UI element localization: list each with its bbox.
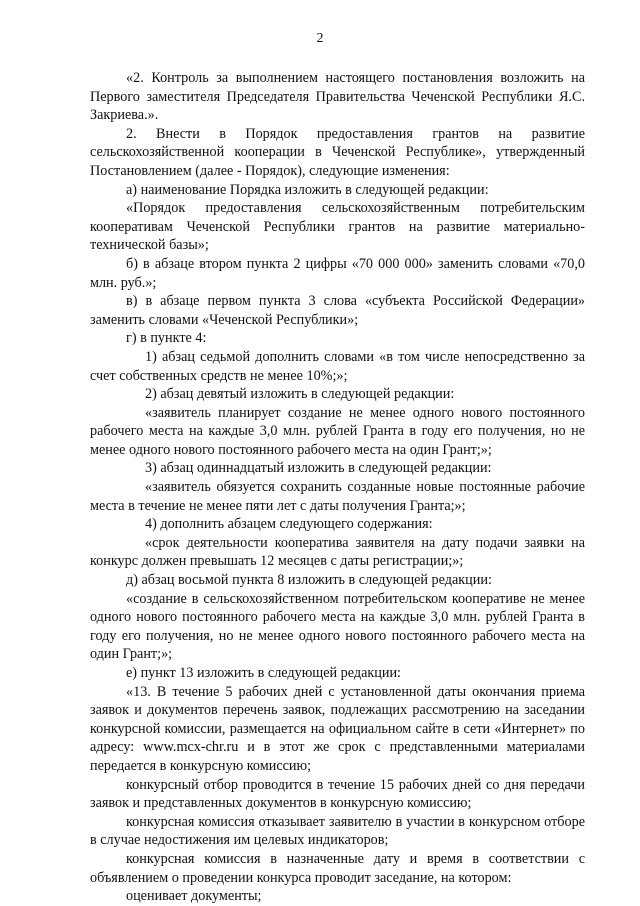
paragraph: «2. Контроль за выполнением настоящего постановления возложить на Первого заместителя Председателя Правительства Чеченской Республики Я.С. Закриева.». bbox=[90, 70, 585, 124]
document-body bbox=[90, 69, 585, 906]
paragraph: д) абзац восьмой пункта 8 изложить в следующей редакции: bbox=[126, 572, 492, 589]
paragraph: 1) абзац седьмой дополнить словами «в том числе непосредственно за счет собственных средств не менее 10%;»; bbox=[90, 348, 585, 384]
paragraph: «создание в сельскохозяйственном потребительском кооперативе не менее одного нового постоянного рабочего места на каждые 3,0 млн. рублей Гранта в году его получения, но не менее одного нового постоянного рабочего места на один Грант;»; bbox=[90, 590, 585, 663]
paragraph: г) в пункте 4: bbox=[126, 330, 207, 347]
paragraph: конкурсная комиссия отказывает заявителю в участии в конкурсном отборе в случае недостижения им целевых индикаторов; bbox=[90, 813, 585, 849]
paragraph: «Порядок предоставления сельскохозяйственным потребительским кооперативам Чеченской Республики грантов на развитие материально-технической базы»; bbox=[90, 200, 585, 254]
paragraph: оценивает документы; bbox=[126, 888, 262, 905]
paragraph: 3) абзац одиннадцатый изложить в следующей редакции: bbox=[145, 460, 492, 477]
paragraph: «заявитель планирует создание не менее одного нового постоянного рабочего места на каждые 3,0 млн. рублей Гранта в году его получения, но не менее одного нового постоянного рабочего места на один Грант;»; bbox=[90, 404, 585, 458]
paragraph: конкурсная комиссия в назначенные дату и время в соответствии с объявлением о проведении конкурса проводит заседание, на котором: bbox=[90, 850, 585, 886]
paragraph: е) пункт 13 изложить в следующей редакции: bbox=[126, 665, 401, 681]
page-number: 2 bbox=[316, 31, 324, 46]
paragraph: 2) абзац девятый изложить в следующей редакции: bbox=[145, 386, 455, 403]
paragraph: а) наименование Порядка изложить в следующей редакции: bbox=[126, 181, 489, 198]
paragraph: б) в абзаце втором пункта 2 цифры «70 000 000» заменить словами «70,0 млн. руб.»; bbox=[90, 255, 585, 291]
paragraph: «заявитель обязуется сохранить созданные новые постоянные рабочие места в течение не менее пяти лет с даты получения Гранта;»; bbox=[90, 479, 585, 514]
paragraph: конкурсный отбор проводится в течение 15 рабочих дней со дня передачи заявок и представленных документов в конкурсную комиссию; bbox=[90, 776, 585, 812]
paragraph: 2. Внести в Порядок предоставления грантов на развитие сельскохозяйственной кооперации в Чеченской Республике», утвержденный Постановлением (далее - Порядок), следующие изменения: bbox=[90, 125, 585, 179]
paragraph: «срок деятельности кооператива заявителя на дату подачи заявки на конкурс должен превышать 12 месяцев с даты регистрации;»; bbox=[90, 534, 585, 570]
paragraph: в) в абзаце первом пункта 3 слова «субъекта Российской Федерации» заменить словами «Чеченской Республики»; bbox=[90, 293, 585, 328]
paragraph: 4) дополнить абзацем следующего содержания: bbox=[145, 516, 433, 533]
paragraph: «13. В течение 5 рабочих дней с установленной даты окончания приема заявок и документов перечень заявок, подлежащих рассмотрению на заседании конкурсной комиссии, размещается на официальном сайте в сети «Интернет» по адресу: www.mcx-chr.ru и в этот же срок с представленными материалами передается в конкурсную комиссию; bbox=[90, 683, 585, 774]
